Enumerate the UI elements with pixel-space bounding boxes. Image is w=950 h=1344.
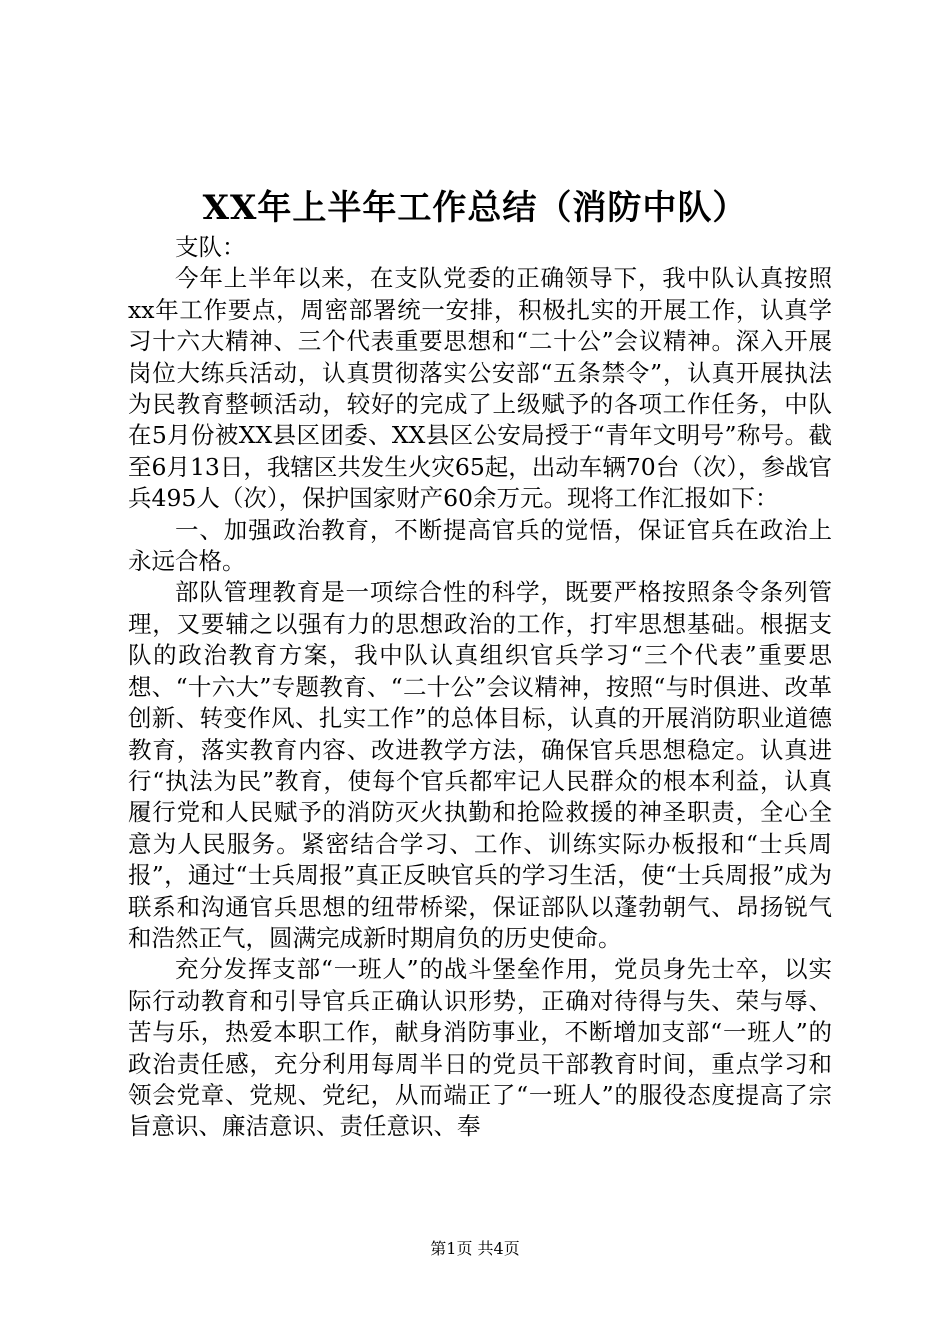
salutation: 支队： [175, 233, 246, 261]
document-title: XX年上半年工作总结（消防中队） [202, 188, 748, 228]
body-paragraph: 部队管理教育是一项综合性的科学，既要严格按照条令条列管理，又要辅之以强有力的思想政治的工作，打牢思想基础。根据支队的政治教育方案，我中队认真组织官兵学习“三个代表”重要思想、“十六大”专题教育、“二十公”会议精神，按照“与时俱进、改革创新、转变作风、扎实工作”的总体目标，认真的开展消防职业道德教育，落实教育内容、改进教学方法，确保官兵思想稳定。认真进行“执法为民”教育，使每个官兵都牢记人民群众的根本利益，认真履行党和人民赋予的消防灭火执勤和抢险救援的神圣职责，全心全意为人民服务。紧密结合学习、工作、训练实际办板报和“士兵周报”，通过“士兵周报”真正反映官兵的学习生活，使“士兵周报”成为联系和沟通官兵思想的纽带桥梁，保证部队以蓬勃朝气、昂扬锐气和浩然正气，圆满完成新时期肩负的历史使命。 [128, 578, 832, 952]
intro-paragraph: 今年上半年以来，在支队党委的正确领导下，我中队认真按照xx年工作要点，周密部署统一安排，积极扎实的开展工作，认真学习十六大精神、三个代表重要思想和“二十公”会议精神。深入开展岗位大练兵活动，认真贯彻落实公安部“五条禁令”，认真开展执法为民教育整顿活动，较好的完成了上级赋予的各项工作任务，中队在5月份被XX县区团委、XX县区公安局授于“青年文明号”称号。截至6月13日，我辖区共发生火灾65起，出动车辆70台（次），参战官兵495人（次），保护国家财产60余万元。现将工作汇报如下： [128, 264, 832, 513]
section-heading-1: 一、加强政治教育，不断提高官兵的觉悟，保证官兵在政治上永远合格。 [128, 515, 832, 576]
document-body [128, 232, 832, 1143]
page-number-footer: 第1页 共4页 [430, 1239, 520, 1258]
body-paragraph: 充分发挥支部“一班人”的战斗堡垒作用，党员身先士卒，以实际行动教育和引导官兵正确认识形势，正确对待得与失、荣与辱、苦与乐，热爱本职工作，献身消防事业，不断增加支部“一班人”的政治责任感，充分利用每周半日的党员干部教育时间，重点学习和领会党章、党规、党纪，从而端正了“一班人”的服役态度提高了宗旨意识、廉洁意识、责任意识、奉 [128, 955, 832, 1141]
